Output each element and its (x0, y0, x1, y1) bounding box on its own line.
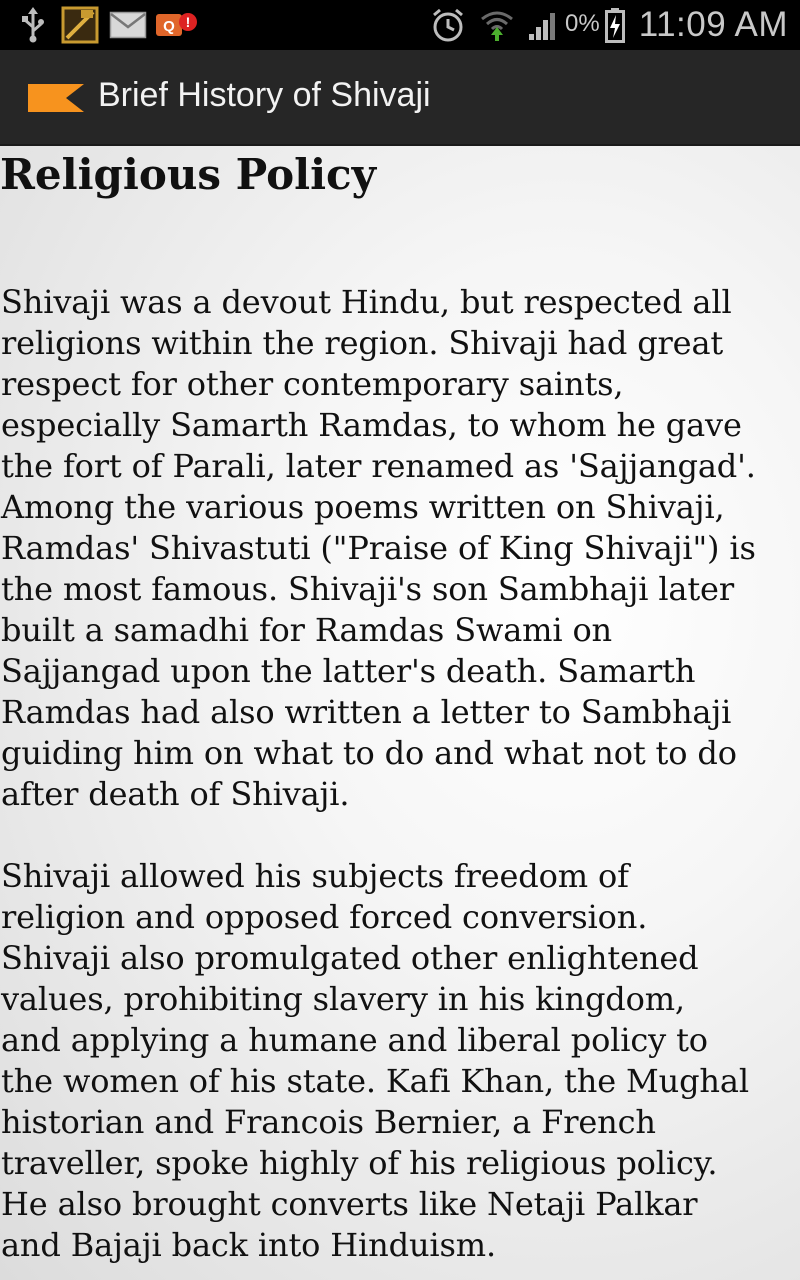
text-line: religions within the region. Shivaji had great (1, 324, 724, 362)
svg-text:!: ! (185, 14, 191, 30)
notification-badge-icon (154, 6, 198, 44)
action-bar (0, 50, 800, 146)
text-line: especially Samarth Ramdas, to whom he gave (1, 406, 742, 444)
alarm-icon (430, 6, 466, 44)
text-line: the fort of Parali, later renamed as 'Sajjangad'. (1, 447, 756, 485)
text-line: and applying a humane and liberal policy to (1, 1021, 708, 1059)
text-line: Among the various poems written on Shivaji, (1, 488, 725, 526)
status-bar (0, 0, 800, 50)
article-paragraph-2 (1, 856, 800, 1266)
text-line: Sajjangad upon the latter's death. Samarth (1, 652, 696, 690)
text-line: guiding him on what to do and what not to do (1, 734, 737, 772)
battery-percentage: 0% (565, 10, 600, 37)
article-paragraph-1 (1, 282, 800, 815)
text-line: religion and opposed forced conversion. (1, 898, 648, 936)
battery-charging-icon (604, 6, 626, 44)
text-line: respect for other contemporary saints, (1, 365, 624, 403)
page-heading: Religious Policy (0, 150, 377, 199)
text-line: built a samadhi for Ramdas Swami on (1, 611, 613, 649)
wifi-icon (478, 6, 516, 44)
text-line: the women of his state. Kafi Khan, the Mughal (1, 1062, 749, 1100)
article-content[interactable] (0, 146, 800, 1280)
text-line: and Bajaji back into Hinduism. (1, 1226, 496, 1264)
text-line: Shivaji also promulgated other enlightened (1, 939, 699, 977)
app-title: Brief History of Shivaji (98, 76, 431, 114)
text-line: Ramdas had also written a letter to Sambhaji (1, 693, 732, 731)
text-line: the most famous. Shivaji's son Sambhaji later (1, 570, 734, 608)
clock: 11:09 AM (638, 5, 788, 44)
text-line: Shivaji allowed his subjects freedom of (1, 857, 629, 895)
text-line: historian and Francois Bernier, a French (1, 1103, 656, 1141)
flag-icon[interactable] (28, 84, 84, 117)
text-line: Ramdas' Shivastuti ("Praise of King Shivaji") is (1, 529, 756, 567)
svg-text:Q: Q (163, 18, 175, 35)
gallery-icon (60, 6, 100, 44)
usb-icon (18, 6, 48, 44)
text-line: traveller, spoke highly of his religious policy. (1, 1144, 718, 1182)
text-line: He also brought converts like Netaji Palkar (1, 1185, 698, 1223)
signal-icon (526, 6, 562, 44)
text-line: Shivaji was a devout Hindu, but respected all (1, 283, 732, 321)
text-line: values, prohibiting slavery in his kingdom, (1, 980, 685, 1018)
mail-icon (108, 6, 148, 44)
text-line: after death of Shivaji. (1, 775, 350, 813)
